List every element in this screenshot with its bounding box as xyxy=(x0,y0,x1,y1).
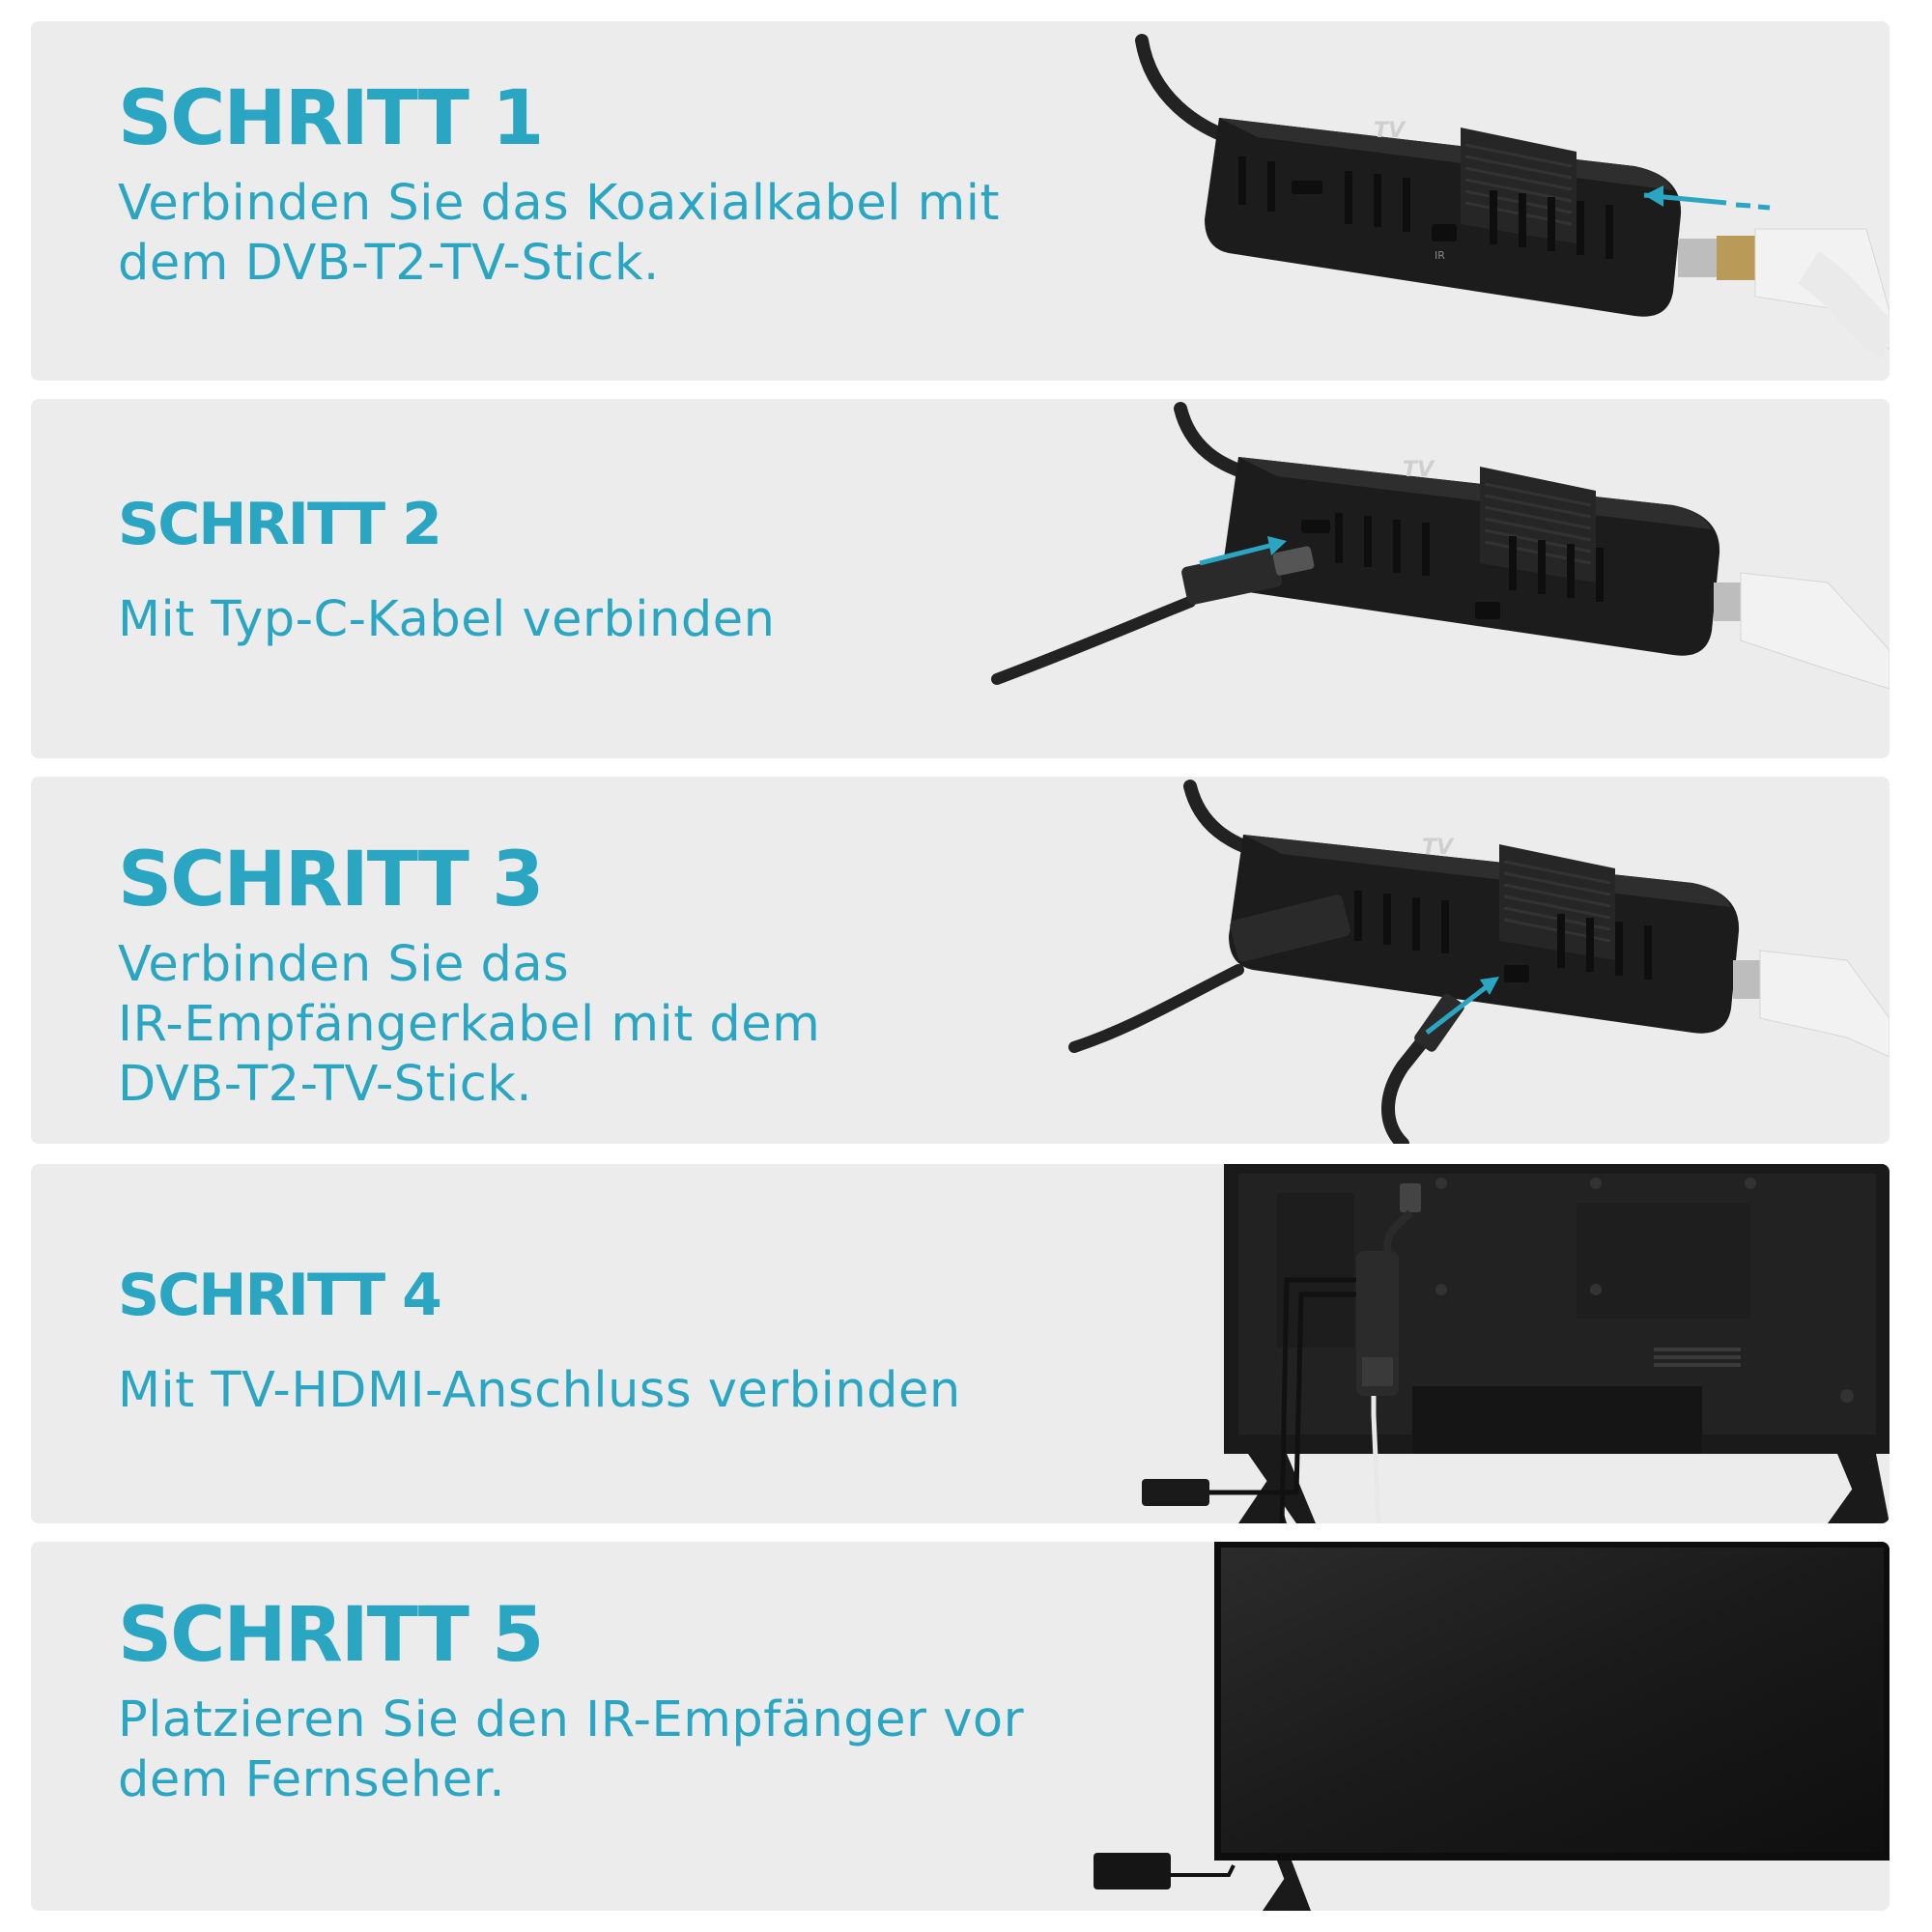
ir-receiver xyxy=(1094,1853,1234,1889)
step-3-description xyxy=(118,935,1007,1116)
tv-stand xyxy=(1238,1454,1889,1523)
step-2-panel xyxy=(31,399,1889,758)
coax-cable xyxy=(1678,229,1889,350)
step-1-description xyxy=(118,174,1229,294)
step-3-desc-line: Verbinden Sie das xyxy=(118,936,570,993)
step-1-panel xyxy=(31,21,1889,381)
step-5-desc-line: dem Fernseher. xyxy=(118,1751,506,1809)
device-logo: TV xyxy=(1374,119,1406,143)
step-2-title: SCHRITT 2 xyxy=(118,491,440,558)
step-2-text xyxy=(118,491,776,650)
step-4-desc-line: Mit TV-HDMI-Anschluss verbinden xyxy=(118,1362,961,1419)
insert-arrow-icon xyxy=(1644,185,1770,208)
step-5-description xyxy=(118,1690,1229,1810)
step-4-panel xyxy=(31,1164,1889,1523)
step-4-text xyxy=(118,1262,961,1421)
device-logo: TV xyxy=(1403,458,1435,482)
step-2-description xyxy=(118,590,775,650)
step-1-desc-line: dem DVB-T2-TV-Stick. xyxy=(118,235,660,293)
step-2-desc-line: Mit Typ-C-Kabel verbinden xyxy=(118,591,776,648)
step-3-text xyxy=(118,837,1007,1116)
type-c-connection-illustration xyxy=(978,399,1889,758)
step-4-description xyxy=(118,1361,961,1421)
type-c-cable xyxy=(997,546,1315,679)
ir-receiver xyxy=(1142,1479,1209,1506)
tv-front xyxy=(1214,1542,1889,1861)
step-4-title: SCHRITT 4 xyxy=(118,1262,440,1329)
ir-cable-connection-illustration xyxy=(1036,777,1889,1144)
step-1-title: SCHRITT 1 xyxy=(118,75,543,162)
step-5-text xyxy=(118,1592,1229,1810)
step-3-title: SCHRITT 3 xyxy=(118,837,543,923)
tv-stick-device xyxy=(1205,118,1681,317)
coax-cable xyxy=(1733,951,1889,1057)
tv-back-panel xyxy=(1224,1164,1889,1454)
step-1-desc-line: Verbinden Sie das Koaxialkabel mit xyxy=(118,175,1000,232)
step-5-desc-line: Platzieren Sie den IR-Empfänger vor xyxy=(118,1691,1025,1748)
tv-stand xyxy=(1263,1861,1311,1911)
step-3-desc-line: IR-Empfängerkabel mit dem xyxy=(118,996,821,1054)
step-3-panel xyxy=(31,777,1889,1144)
ir-receiver-cable xyxy=(1388,992,1466,1144)
step-5-panel xyxy=(31,1542,1889,1911)
ir-port-label: IR xyxy=(1435,249,1445,262)
step-3-desc-line: DVB-T2-TV-Stick. xyxy=(118,1056,533,1114)
device-logo: TV xyxy=(1422,836,1454,860)
step-1-text xyxy=(118,75,1229,294)
step-5-title: SCHRITT 5 xyxy=(118,1592,543,1679)
tv-back-hdmi-illustration xyxy=(1094,1164,1889,1523)
coax-cable xyxy=(1714,573,1889,689)
